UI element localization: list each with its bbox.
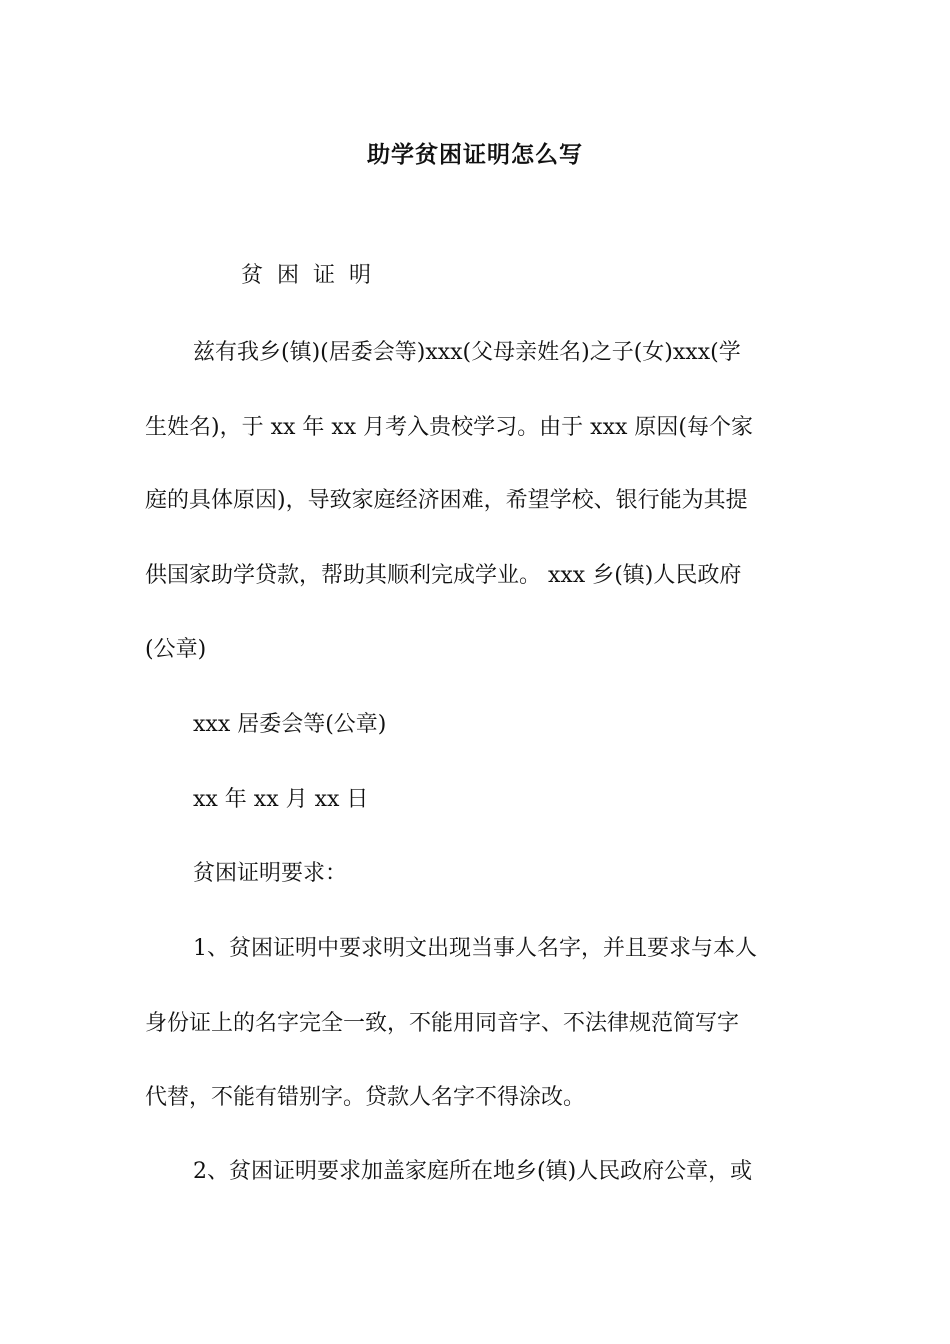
document-title: 助学贫困证明怎么写 <box>367 141 583 168</box>
requirements-heading: 贫困证明要求： <box>193 861 348 886</box>
requirement-1-line: 身份证上的名字完全一致，不能用同音字、不法律规范简写字 <box>145 1011 740 1036</box>
committee-seal-line: xxx 居委会等(公章) <box>193 712 387 737</box>
paragraph-1-line: 供国家助学贷款，帮助其顺利完成学业。 xxx 乡(镇)人民政府 <box>145 563 742 588</box>
paragraph-1-line: 生姓名)，于 xx 年 xx 月考入贵校学习。由于 xxx 原因(每个家 <box>145 415 753 440</box>
paragraph-1-line: 兹有我乡(镇)(居委会等)xxx(父母亲姓名)之子(女)xxx(学 <box>193 340 741 365</box>
requirement-1-line: 1、贫困证明中要求明文出现当事人名字，并且要求与本人 <box>193 936 757 961</box>
date-line: xx 年 xx 月 xx 日 <box>193 787 369 812</box>
requirement-1-line: 代替，不能有错别字。贷款人名字不得涂改。 <box>145 1085 586 1110</box>
paragraph-1-line: (公章) <box>145 637 207 662</box>
certificate-heading: 贫困证明 <box>241 263 386 288</box>
requirement-2-line: 2、贫困证明要求加盖家庭所在地乡(镇)人民政府公章，或 <box>193 1159 753 1184</box>
paragraph-1-line: 庭的具体原因)，导致家庭经济困难，希望学校、银行能为其提 <box>145 488 748 513</box>
